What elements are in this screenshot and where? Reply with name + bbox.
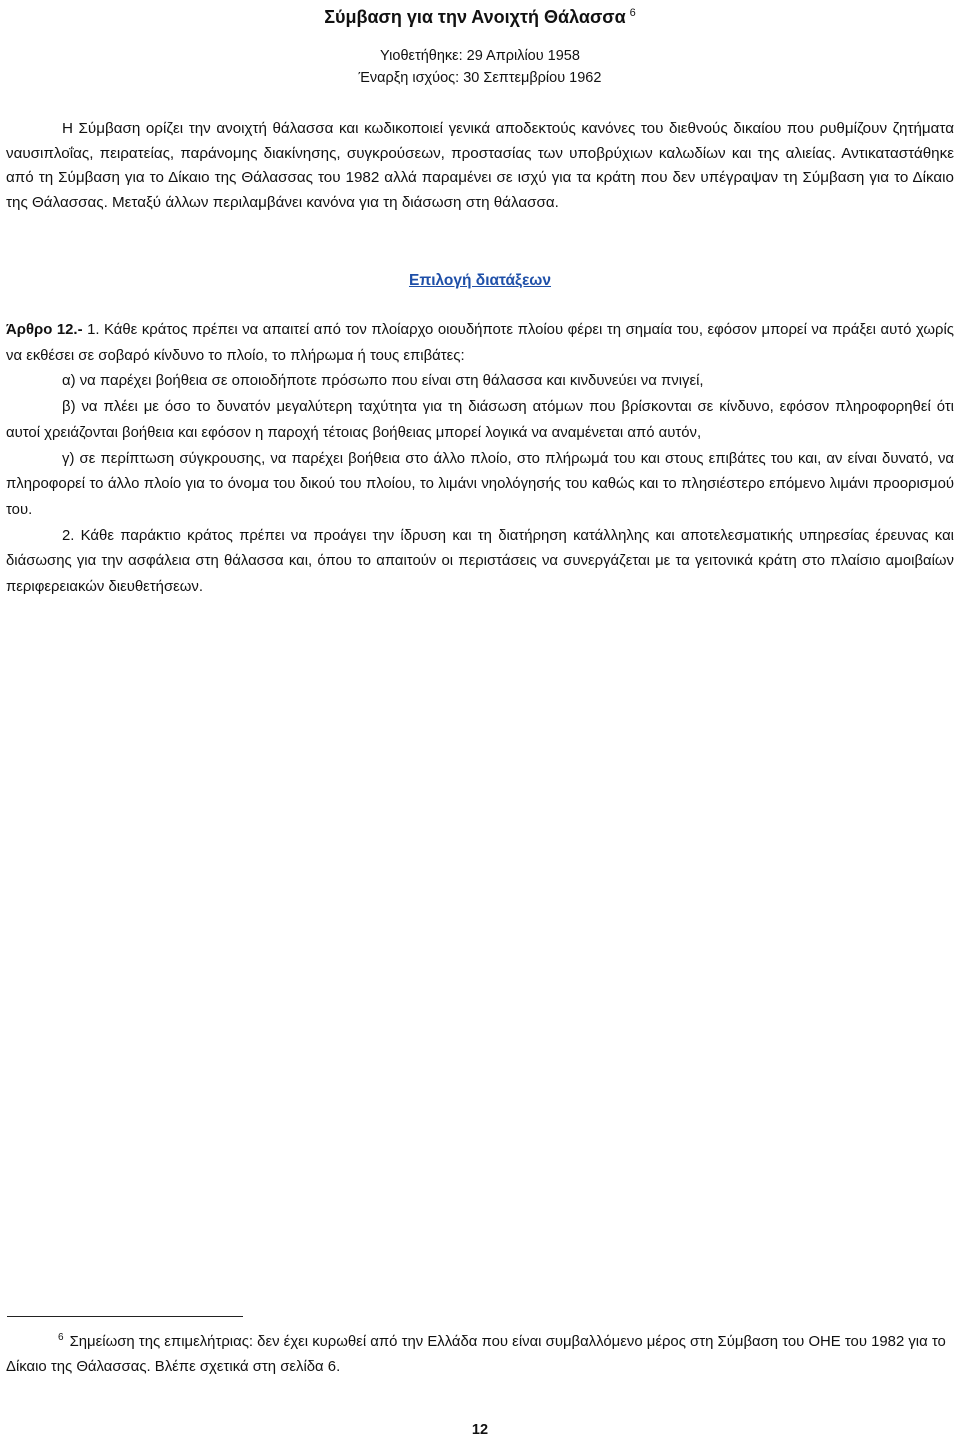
footnote xyxy=(6,1325,954,1380)
adoption-date: Υιοθετήθηκε: 29 Απριλίου 1958 xyxy=(380,48,580,64)
article-item-a: α) να παρέχει βοήθεια σε οποιοδήποτε πρόσωπο που είναι στη θάλασσα και κινδυνεύει να πνιγεί, xyxy=(62,373,704,390)
intro-paragraph: Η Σύμβαση ορίζει την ανοιχτή θάλασσα και κωδικοποιεί γενικά αποδεκτούς κανόνες του διεθνούς δικαίου που ρυθμίζουν ζητήματα ναυσιπλοΐας, πειρατείας, παράνομης διακίνησης, συγκρούσεων, προστασίας των υποβρύχιων καλωδίων και της αλιείας. Αντικαταστάθηκε από τη Σύμβαση για το Δίκαιο της Θάλασσας του 1982 αλλά παραμένει σε ισχύ για τα κράτη που δεν υπέγραψαν τη Σύμβαση για το Δίκαιο της Θάλασσας. Μεταξύ άλλων περιλαμβάνει κανόνα για τη διάσωση στη θάλασσα. xyxy=(6,120,954,211)
footnote-text: Σημείωση της επιμελήτριας: δεν έχει κυρωθεί από την Ελλάδα που είναι συμβαλλόμενο μέρος στη Σύμβαση του ΟΗΕ του 1982 για το Δίκαιο της Θάλασσας. Βλέπε σχετικά στη σελίδα 6. xyxy=(6,1334,946,1375)
document-title xyxy=(0,0,960,30)
intro-section xyxy=(6,117,954,215)
article-paragraph-1-text: 1. Κάθε κράτος πρέπει να απαιτεί από τον πλοίαρχο οιουδήποτε πλοίου φέρει τη σημαία του, εφόσον μπορεί να πράξει αυτό χωρίς να εκθέσει σε σοβαρό κίνδυνο το πλοίο, το πλήρωμα ή τους επιβάτες: xyxy=(6,322,954,364)
article-title: Άρθρο 12.- xyxy=(6,322,83,338)
article-12 xyxy=(6,318,954,601)
article-paragraph-1 xyxy=(6,318,954,369)
selection-heading: Επιλογή διατάξεων xyxy=(408,272,552,289)
title-footnote-ref[interactable]: 6 xyxy=(629,7,636,19)
title-text: Σύμβαση για την Ανοιχτή Θάλασσα xyxy=(324,7,626,27)
article-item-b: β) να πλέει με όσο το δυνατόν μεγαλύτερη ταχύτητα για τη διάσωση ατόμων που βρίσκονται σε κίνδυνο, εφόσον πληροφορηθεί ότι αυτοί χρειάζονται βοήθεια και εφόσον η παροχή τέτοιας βοήθειας μπορεί λογικά να αναμένεται από αυτόν, xyxy=(6,399,954,441)
article-item-c: γ) σε περίπτωση σύγκρουσης, να παρέχει βοήθεια στο άλλο πλοίο, στο πλήρωμά του και στους επιβάτες του και, αν είναι δυνατό, να πληροφορεί το άλλο πλοίο για το όνομα του δικού του πλοίου, το λιμάνι νηολόγησής του καθώς και το πλησιέστερο επόμενο λιμάνι προορισμού του. xyxy=(6,450,954,518)
footnote-paragraph xyxy=(6,1325,954,1380)
entry-into-force-date: Έναρξη ισχύος: 30 Σεπτεμβρίου 1962 xyxy=(358,70,602,86)
footnote-marker: 6 xyxy=(58,1332,64,1343)
footnote-separator xyxy=(7,1316,243,1317)
article-paragraph-2: 2. Κάθε παράκτιο κράτος πρέπει να προάγει την ίδρυση και τη διατήρηση κατάλληλης και αποτελεσματικής υπηρεσίας έρευνας και διάσωσης για την ασφάλεια στη θάλασσα και, όπου το απαιτούν οι περιστάσεις να συνεργάζεται με τα γειτονικά κράτη στο πλαίσιο αμοιβαίων περιφερειακών διευθετήσεων. xyxy=(6,527,954,596)
page-number: 12 xyxy=(471,1422,489,1438)
